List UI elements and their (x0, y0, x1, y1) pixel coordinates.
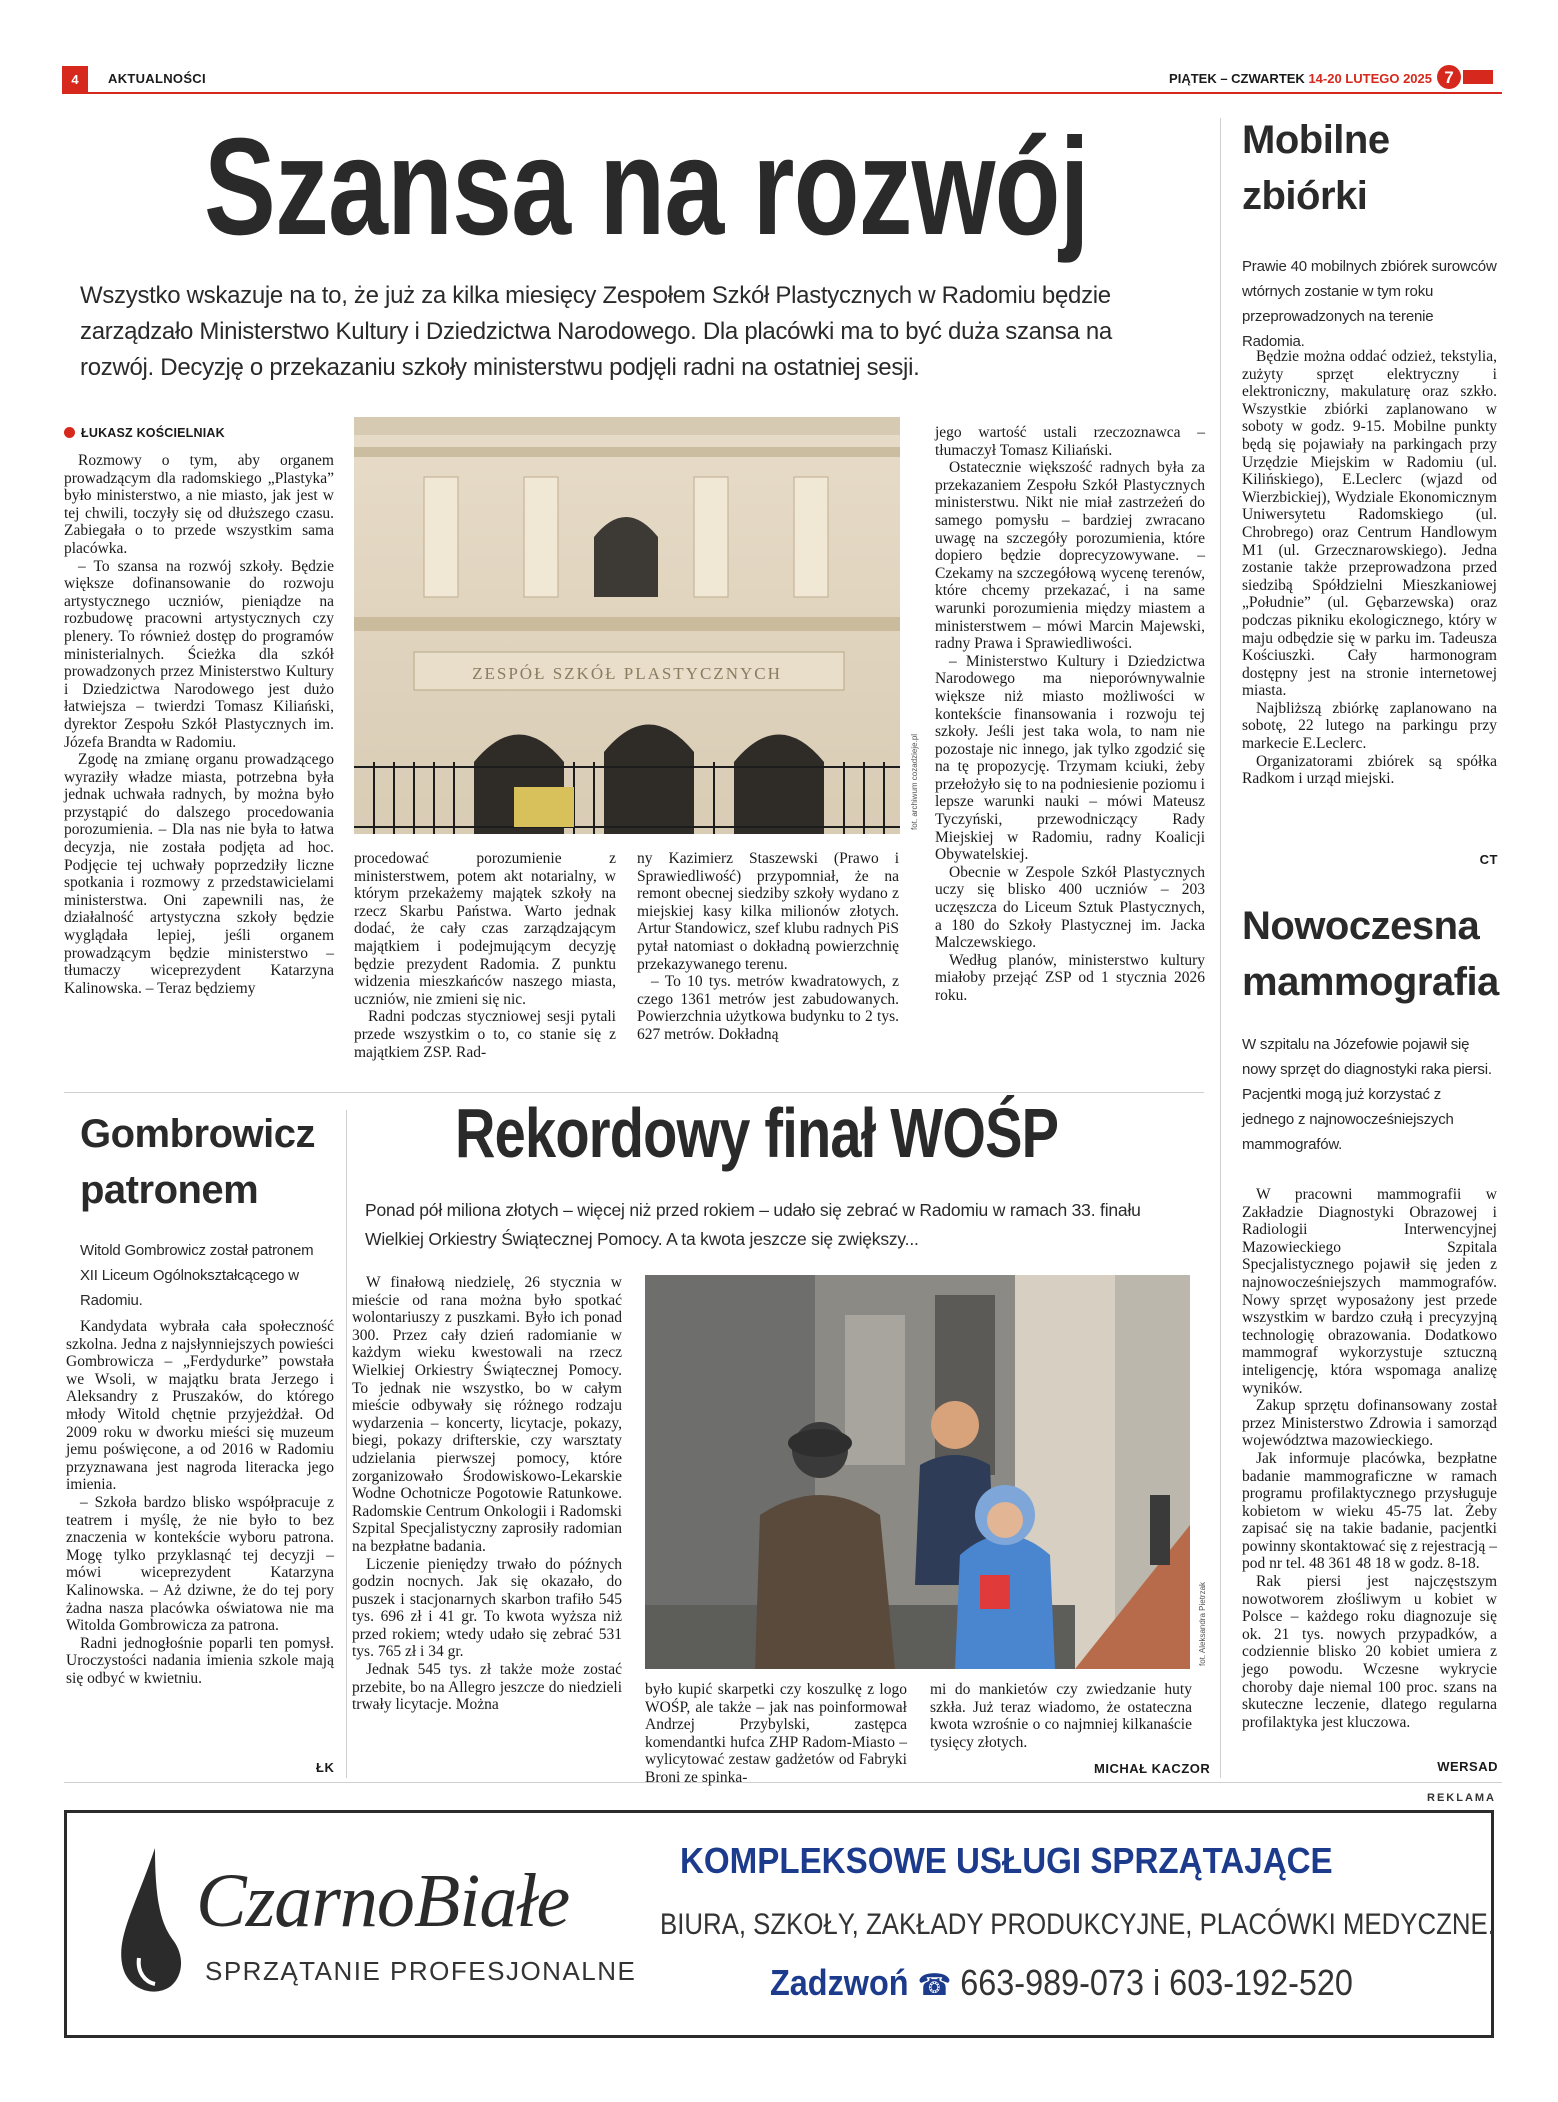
gombrowicz-headline (80, 1106, 315, 1218)
wosp-headline: Rekordowy finał WOŚP (455, 1094, 1059, 1172)
advert-tagline: SPRZĄTANIE PROFESJONALNE (205, 1956, 637, 1986)
paragraph: Ostatecznie większość radnych była za przekazaniem Zespołu Szkół Plastycznych ministerstwu. Nikt nie miał zastrzeżeń do samego pomysłu – bardziej zwracano uwagę na szczegóły porozumienia, które dopiero będzie doprecyzowywane. – Czekamy na szczegółową wycenę terenów, które chcemy przekazać, i na same warunki porozumienia między miastem a ministerstwem – mówi Marcin Majewski, radny Prawa i Sprawiedliwości. (935, 459, 1205, 653)
column-divider (346, 1110, 347, 1778)
paragraph: Kandydata wybrała cała społeczność szkolna. Jedna z najsłynniejszych powieści Gombrowicza – „Ferdydurke” powstała we Wsoli, w majątku brata Jerzego i Aleksandry z Pruszaków, do którego młody Witold chętnie przyjeżdżał. Od 2009 roku w dworku mieści się muzeum jemu poświęcone, a od 2016 w Radomiu przyznawana jest nagroda literacka jego imienia. (66, 1318, 334, 1494)
paragraph: Liczenie pieniędzy trwało do późnych godzin nocnych. Jak się okazało, do puszek i stacjonarnych skarbon trafiło 545 tys. 696 zł i 41 gr. To kwota wyższa niż przed rokiem; wtedy udało się zebrać 531 tys. 765 zł i 34 gr. (352, 1555, 622, 1661)
advert-title: KOMPLEKSOWE USŁUGI SPRZĄTAJĄCE (680, 1840, 1333, 1881)
paragraph: Radni podczas styczniowej sesji pytali przede wszystkim o to, co stanie się z majątkiem ZSP. Rad- (354, 1008, 616, 1061)
paragraph: Według planów, ministerstwo kultury miałoby przejąć ZSP od 1 stycznia 2026 roku. (935, 951, 1205, 1004)
gombrowicz-signature: ŁK (316, 1760, 335, 1775)
byline-author: ŁUKASZ KOŚCIELNIAK (81, 426, 225, 440)
school-building-photo (354, 417, 900, 834)
header-rule (62, 92, 1502, 94)
issue-date-range: 14-20 LUTEGO 2025 (1308, 71, 1432, 86)
paragraph: ny Kazimierz Staszewski (Prawo i Sprawiedliwość) przypomniał, że na remont obecnej siedziby szkoły wydano z miejskiej kasy kilka milionów złotych. Artur Standowicz, szef klubu radnych PiS pytał natomiast o dokładną powierzchnię przekazywanego terenu. (637, 850, 899, 973)
photo-credit: fot. archiwum cozadzieje.pl (910, 733, 919, 830)
paragraph: – To 10 tys. metrów kwadratowych, z czego 1361 metrów jest zabudowanych. Powierzchnia użytkowa budynku to 2 tys. 627 metrów. Dokładną (637, 973, 899, 1043)
advert-phone-numbers: 663-989-073 i 603-192-520 (960, 1962, 1353, 2003)
logo-seven: 7 (1444, 68, 1454, 87)
paragraph: Rozmowy o tym, aby organem prowadzącym dla radomskiego „Plastyka” było ministerstwo, a nie miasto, jak jest w tej chwili, toczyły się od dłuższego czasu. Zabiegała o to przede wszystkim sama placówka. (64, 452, 334, 557)
wosp-volunteers-photo (645, 1275, 1190, 1669)
phone-icon: ☎ (917, 1969, 952, 2002)
column-divider (1220, 118, 1221, 1778)
paragraph: mi do mankietów czy zwiedzanie huty szkła. Już teraz wiadomo, że ostateczna kwota wzrośnie o co najmniej kilkanaście tysięcy złotych. (930, 1681, 1192, 1751)
advert-services: BIURA, SZKOŁY, ZAKŁADY PRODUKCYJNE, PLACÓWKI MEDYCZNE. (660, 1908, 1495, 1941)
paragraph: Jak informuje placówka, bezpłatne badanie mammograficzne w ramach programu profilaktycznego przysługuje kobietom w wieku 45-75 lat. Żeby zapisać się na takie badanie, pacjentki powinny skontaktować się z rejestracją – pod nr tel. 48 361 48 18 w godz. 8-18. (1242, 1449, 1497, 1573)
advert-call-label: Zadzwoń (770, 1962, 909, 2003)
mobilne-headline (1242, 112, 1390, 224)
building-sign: ZESPÓŁ SZKÓŁ PLASTYCZNYCH (472, 664, 782, 683)
byline-dot-icon (64, 427, 75, 438)
paragraph: – Szkoła bardzo blisko współpracuje z teatrem i myślę, że nie było to bez znaczenia w kontekście wyboru patrona. Mogę tylko przyklasnąć tej decyzji – mówi wiceprezydent Katarzyna Kalinowska. – Aż dziwne, że do tej pory żadna nasza placówka oświatowa nie ma Witolda Gombrowicza za patrona. (66, 1493, 334, 1635)
mobilne-headline-line1: Mobilne (1242, 118, 1390, 162)
paragraph: Organizatorami zbiórek są spółka Radkom i urząd miejski. (1242, 752, 1497, 788)
advert-phone-row (770, 1962, 1353, 2004)
mammografia-signature: WERSAD (1437, 1759, 1498, 1774)
newspaper-logo (1436, 64, 1494, 90)
wosp-lead: Ponad pół miliona złotych – więcej niż przed rokiem – udało się zebrać w Radomiu w ramach 33. finału Wielkiej Orkiestry Świątecznej Pomocy. A ta kwota jeszcze się zwiększy... (365, 1200, 1141, 1249)
main-headline: Szansa na rozwój (204, 110, 1089, 264)
wosp-column-3 (930, 1681, 1192, 1751)
paragraph: W finałową niedzielę, 26 stycznia w mieście od rana można było spotkać wolontariuszy z puszkami. Było ich ponad 300. Przez cały dzień radomianie w każdym wieku kwestowali na rzecz Wielkiej Orkiestry Świątecznej Pomocy. To jednak nie wszystko, bo w całym mieście odbywały się różnego rodzaju wydarzenia – koncerty, licytacje, pokazy, biegi, pokazy drifterskie, czy warsztaty udzielania pierwszej pomocy, które zorganizowało Środowiskowo-Lekarskie Wodne Ochotnicze Pogotowie Ratunkowe. Radomskie Centrum Onkologii i Radomski Szpital Specjalistyczny zaprosiły radomian na bezpłatne badania. (352, 1274, 622, 1555)
paragraph: było kupić skarpetki czy koszulkę z logo WOŚP, ale także – jak nas poinformował Andrzej Przybylski, zastępca komendantki hufca ZHP Radom-Miasto – wylicytować zestaw gadżetów od Fabryki Broni ze spinka- (645, 1681, 907, 1786)
advert-label: REKLAMA (1427, 1792, 1496, 1804)
drop-logo-icon (115, 1848, 185, 1998)
gombrowicz-lead: Witold Gombrowicz został patronem XII Liceum Ogólnokształcącego w Radomiu. (80, 1242, 314, 1309)
issue-date (1169, 71, 1432, 86)
byline (64, 426, 225, 440)
mobilne-body (1242, 348, 1497, 788)
paragraph: procedować porozumienie z ministerstwem, potem akt notarialny, w którym przekażemy majątek szkoły na rzecz Skarbu Państwa. Warto jednak dodać, że cały czas zarządzającym majątkiem i podejmującym decyzję będzie prezydent Radomia. Z punktu widzenia mieszkańców naszego miasta, uczniów, nie zmieni się nic. (354, 850, 616, 1008)
paragraph: – To szansa na rozwój szkoły. Będzie większe dofinansowanie do rozwoju artystycznego uczniów, pieniądze na rozbudowę pracowni artystycznych czy plenery. To również dostęp do programów ministerialnych. Ścieżka dla szkół prowadzonych przez Ministerstwo Kultury i Dziedzictwa Narodowego jest dużo łatwiejsza – twierdzi Tomasz Kiliański, dyrektor Zespołu Szkół Plastycznych im. Józefa Brandta w Radomiu. (64, 557, 334, 751)
mammografia-headline-line1: Nowoczesna (1242, 904, 1480, 948)
mammografia-headline-line2: mammografia (1242, 960, 1499, 1004)
paragraph: Zgodę na zmianę organu prowadzącego wyraziły władze miasta, potrzebna była jednak uchwała radnych, by można było przystąpić do dalszego procedowania porozumienia. – Dla nas nie była to łatwa decyzja, nie została podjęta ad hoc. Podjęcie tej uchwały poprzedziły liczne spotkania i rozmowy z przedstawicielami ministerstwa. Oni zapewnili nas, że działalność artystyczna szkoły będzie wyglądała lepiej, jeśli organem prowadzącym będzie ministerstwo – tłumaczy wiceprezydent Katarzyna Kalinowska. – Teraz będziemy (64, 751, 334, 997)
section-divider (64, 1092, 1204, 1093)
main-article-column-1 (64, 452, 334, 997)
wosp-column-2 (645, 1681, 907, 1787)
paragraph: Rak piersi jest najczęstszym nowotworem złośliwym u kobiet w Polsce – każdego roku diagnozuje się ok. 21 tys. nowych przypadków, a codziennie blisko 20 kobiet umiera z jego powodu. Wczesne wykrycie choroby daje niemal 100 proc. szans na skuteczne leczenie, dlatego regularna profilaktyka jest kluczowa. (1242, 1573, 1497, 1731)
wosp-photo-credit: fot. Aleksandra Pietrzak (1198, 1581, 1207, 1666)
paragraph: jego wartość ustali rzeczoznawca – tłumaczył Tomasz Kiliański. (935, 424, 1205, 459)
mammografia-lead: W szpitalu na Józefowie pojawił się nowy sprzęt do diagnostyki raka piersi. Pacjentki mogą już korzystać z jednego z najnowocześniejszych mammografów. (1242, 1036, 1492, 1153)
gombrowicz-headline-line1: Gombrowicz (80, 1112, 316, 1156)
mobilne-headline-line2: zbiórki (1242, 174, 1368, 218)
page-number: 4 (62, 66, 88, 92)
section-label: AKTUALNOŚCI (108, 71, 206, 86)
paragraph: – Ministerstwo Kultury i Dziedzictwa Narodowego ma nieporównywalnie większe niż miasto możliwości w kontekście finansowania i rozwoju tej szkoły. Jeśli jest taka wola, to nam nie pozostaje nic innego, jak tylko zgodzić się na tę propozycję. Trzymam kciuki, żeby przełożyło się to na podniesienie poziomu i lepsze warunki nauki – mówi Mateusz Tyczyński, przewodniczący Rady Miejskiej w Radomiu, radny Koalicji Obywatelskiej. (935, 652, 1205, 864)
main-article-column-3 (637, 850, 899, 1044)
mobilne-signature: CT (1479, 852, 1498, 867)
main-article-column-4 (935, 424, 1205, 1005)
mobilne-lead: Prawie 40 mobilnych zbiórek surowców wtórnych zostanie w tym roku przeprowadzonych na terenie Radomia. (1242, 258, 1497, 350)
paragraph: W pracowni mammografii w Zakładzie Diagnostyki Obrazowej i Radiologii Interwencyjnej Mazowieckiego Szpitala Specjalistycznego pojawił się jeden z najnowocześniejszych mammografów. Nowy sprzęt wyposażony jest przede wszystkim w bardzo czułą i precyzyjną technologię obrazowania. Dodatkowo mammograf wykorzystuje sztuczną inteligencję, która wspomaga analizę wyników. (1242, 1186, 1497, 1397)
paragraph: Jednak 545 tys. zł także może zostać przebite, bo na Allegro jeszcze do niedzieli trwały licytacje. Można (352, 1661, 622, 1714)
advert-brand: CzarnoBiałe (196, 1859, 570, 1943)
paragraph: Najbliższą zbiórkę zaplanowano na sobotę, 22 lutego na parkingu przy markecie E.Leclerc. (1242, 699, 1497, 753)
paragraph: Będzie można oddać odzież, tekstylia, zużyty sprzęt elektryczny i elektroniczny, makulaturę oraz szkło. Wszystkie zbiórki zaplanowano w soboty w godz. 9-15. Mobilne punkty będą się pojawiały na parkingach przy Urzędzie Miejskim w Radomiu (ul. Kilińskiego), E.Leclerc (wjazd od Wierzbickiej), Wydziale Ekonomicznym Uniwersytetu Radomskiego (ul. Chrobrego) oraz Centrum Handlowym M1 (ul. Grzecznarowskiego). Jedna zostanie także przeprowadzona przed siedzibą Spółdzielni Mieszkaniowej „Południe” (ul. Gębarzewska) oraz podczas pikniku ekologicznego, który w maju odbędzie się w parku im. Tadeusza Kościuszki. Cały harmonogram dostępny jest na stronie internetowej miasta. (1242, 348, 1497, 700)
paragraph: Zakup sprzętu dofinansowany został przez Ministerstwo Zdrowia i samorząd województwa mazowieckiego. (1242, 1397, 1497, 1450)
wosp-column-1 (352, 1274, 622, 1714)
paragraph: Radni jednogłośnie poparli ten pomysł. Uroczystości nadania imienia szkole mają się odbyć w kwietniu. (66, 1634, 334, 1687)
issue-days: PIĄTEK – CZWARTEK (1169, 71, 1309, 86)
mammografia-body (1242, 1186, 1497, 1731)
gombrowicz-headline-line2: patronem (80, 1168, 259, 1212)
paragraph: Obecnie w Zespole Szkół Plastycznych uczy się blisko 400 uczniów – 203 uczęszcza do Liceum Sztuk Plastycznych, a 180 do Szkoły Plastycznej im. Jacka Malczewskiego. (935, 863, 1205, 952)
gombrowicz-body (66, 1318, 334, 1687)
main-article-column-2 (354, 850, 616, 1061)
wosp-signature: MICHAŁ KACZOR (1094, 1761, 1211, 1776)
main-lead: Wszystko wskazuje na to, że już za kilka miesięcy Zespołem Szkół Plastycznych w Radomiu będzie zarządzało Ministerstwo Kultury i Dziedzictwa Narodowego. Dla placówki ma to być duża szansa na rozwój. Decyzję o przekazaniu szkoły ministerstwu podjęli radni na ostatniej sesji. (80, 282, 1112, 381)
mammografia-headline (1242, 898, 1499, 1010)
